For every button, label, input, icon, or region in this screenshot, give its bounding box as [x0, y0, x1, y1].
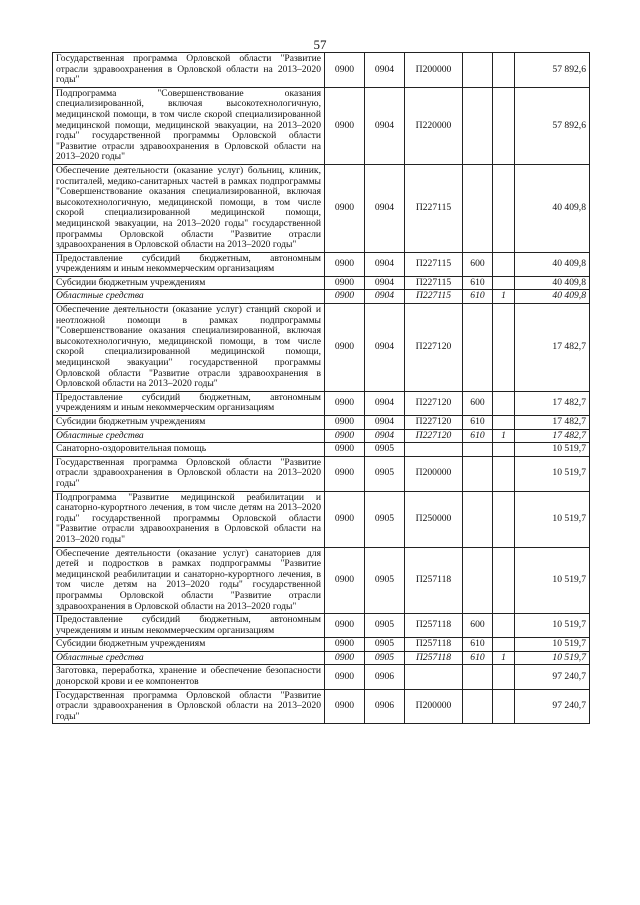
section-code-cell: 0900	[325, 665, 365, 689]
table-row	[53, 416, 590, 430]
funding-source-cell	[493, 276, 515, 290]
expense-name-cell: Субсидии бюджетным учреждениям	[53, 638, 325, 652]
funding-source-cell	[493, 689, 515, 724]
target-article-cell: П257118	[405, 638, 463, 652]
expense-type-cell: 610	[463, 290, 493, 304]
section-code-cell: 0900	[325, 416, 365, 430]
target-article-cell: П227120	[405, 416, 463, 430]
expense-type-cell	[463, 87, 493, 164]
funding-source-cell: 1	[493, 290, 515, 304]
section-code-cell: 0900	[325, 391, 365, 415]
table-row	[53, 304, 590, 392]
subsection-code-cell: 0905	[365, 638, 405, 652]
amount-cell: 10 519,7	[515, 443, 590, 457]
expense-type-cell	[463, 665, 493, 689]
amount-cell: 97 240,7	[515, 689, 590, 724]
amount-cell: 57 892,6	[515, 53, 590, 88]
expense-name-cell: Подпрограмма "Развитие медицинской реабилитации и санаторно-курортного лечения, в том числе детям на 2013–2020 годы" государственной программы Орловской области "Развитие отрасли здравоохранения в Орловской области на 2013–2020 годы"	[53, 491, 325, 547]
expense-type-cell: 600	[463, 252, 493, 276]
section-code-cell: 0900	[325, 164, 365, 252]
amount-cell: 10 519,7	[515, 614, 590, 638]
table-row	[53, 614, 590, 638]
table-row	[53, 87, 590, 164]
table-row	[53, 164, 590, 252]
section-code-cell: 0900	[325, 614, 365, 638]
subsection-code-cell: 0905	[365, 456, 405, 491]
target-article-cell: П257118	[405, 651, 463, 665]
target-article-cell: П220000	[405, 87, 463, 164]
expense-name-cell: Областные средства	[53, 651, 325, 665]
target-article-cell	[405, 443, 463, 457]
expense-name-cell: Заготовка, переработка, хранение и обеспечение безопасности донорской крови и ее компонентов	[53, 665, 325, 689]
expense-type-cell	[463, 491, 493, 547]
subsection-code-cell: 0904	[365, 391, 405, 415]
expense-name-cell: Субсидии бюджетным учреждениям	[53, 276, 325, 290]
expense-name-cell: Государственная программа Орловской области "Развитие отрасли здравоохранения в Орловской области на 2013–2020 годы"	[53, 456, 325, 491]
table-row	[53, 651, 590, 665]
table-row	[53, 456, 590, 491]
section-code-cell: 0900	[325, 252, 365, 276]
expense-name-cell: Предоставление субсидий бюджетным, автономным учреждениям и иным некоммерческим организациям	[53, 252, 325, 276]
page-number: 57	[313, 37, 327, 52]
section-code-cell: 0900	[325, 491, 365, 547]
funding-source-cell	[493, 391, 515, 415]
expense-name-cell: Государственная программа Орловской области "Развитие отрасли здравоохранения в Орловской области на 2013–2020 годы"	[53, 53, 325, 88]
subsection-code-cell: 0904	[365, 53, 405, 88]
section-code-cell: 0900	[325, 276, 365, 290]
amount-cell: 40 409,8	[515, 252, 590, 276]
target-article-cell: П227120	[405, 391, 463, 415]
amount-cell: 17 482,7	[515, 416, 590, 430]
expense-name-cell: Обеспечение деятельности (оказание услуг) больниц, клиник, госпиталей, медико-санитарных частей в рамках подпрограммы "Совершенствование оказания специализированной, включая высокотехнологичную, медицинской помощи, в том числе скорой специализированной медицинской помощи, медицинской эвакуации, на 2013–2020 годы" государственной программы Орловской области "Развитие отрасли здравоохранения в Орловской области на 2013–2020 годы"	[53, 164, 325, 252]
expense-name-cell: Областные средства	[53, 429, 325, 443]
table-row	[53, 276, 590, 290]
table-row	[53, 252, 590, 276]
table-row	[53, 429, 590, 443]
expense-name-cell: Обеспечение деятельности (оказание услуг) станций скорой и неотложной помощи в рамках подпрограммы "Совершенствование оказания специализированной, включая высокотехнологичную, медицинской помощи, в том числе скорой специализированной медицинской помощи, медицинской эвакуации" государственной программы Орловской области "Развитие отрасли здравоохранения в Орловской области на 2013–2020 годы"	[53, 304, 325, 392]
amount-cell: 10 519,7	[515, 456, 590, 491]
amount-cell: 40 409,8	[515, 164, 590, 252]
expense-type-cell: 610	[463, 429, 493, 443]
subsection-code-cell: 0905	[365, 443, 405, 457]
funding-source-cell	[493, 252, 515, 276]
expense-type-cell: 610	[463, 651, 493, 665]
table-row	[53, 638, 590, 652]
target-article-cell: П227120	[405, 429, 463, 443]
target-article-cell: П227115	[405, 290, 463, 304]
target-article-cell: П257118	[405, 547, 463, 614]
funding-source-cell	[493, 614, 515, 638]
subsection-code-cell: 0904	[365, 252, 405, 276]
subsection-code-cell: 0904	[365, 416, 405, 430]
table-row	[53, 665, 590, 689]
table-row	[53, 53, 590, 88]
funding-source-cell	[493, 443, 515, 457]
funding-source-cell	[493, 665, 515, 689]
expense-type-cell: 600	[463, 391, 493, 415]
expense-type-cell: 600	[463, 614, 493, 638]
expense-type-cell	[463, 164, 493, 252]
subsection-code-cell: 0905	[365, 547, 405, 614]
funding-source-cell	[493, 547, 515, 614]
expense-type-cell	[463, 547, 493, 614]
subsection-code-cell: 0905	[365, 491, 405, 547]
amount-cell: 97 240,7	[515, 665, 590, 689]
expense-name-cell: Предоставление субсидий бюджетным, автономным учреждениям и иным некоммерческим организациям	[53, 391, 325, 415]
section-code-cell: 0900	[325, 651, 365, 665]
funding-source-cell	[493, 416, 515, 430]
section-code-cell: 0900	[325, 429, 365, 443]
budget-table	[52, 52, 590, 724]
target-article-cell: П227115	[405, 164, 463, 252]
funding-source-cell: 1	[493, 429, 515, 443]
amount-cell: 40 409,8	[515, 290, 590, 304]
expense-name-cell: Субсидии бюджетным учреждениям	[53, 416, 325, 430]
expense-type-cell	[463, 456, 493, 491]
subsection-code-cell: 0905	[365, 651, 405, 665]
section-code-cell: 0900	[325, 638, 365, 652]
section-code-cell: 0900	[325, 304, 365, 392]
amount-cell: 57 892,6	[515, 87, 590, 164]
section-code-cell: 0900	[325, 443, 365, 457]
funding-source-cell	[493, 456, 515, 491]
section-code-cell: 0900	[325, 87, 365, 164]
subsection-code-cell: 0904	[365, 87, 405, 164]
target-article-cell: П227115	[405, 252, 463, 276]
section-code-cell: 0900	[325, 290, 365, 304]
subsection-code-cell: 0904	[365, 164, 405, 252]
subsection-code-cell: 0904	[365, 304, 405, 392]
table-row	[53, 290, 590, 304]
funding-source-cell	[493, 491, 515, 547]
subsection-code-cell: 0906	[365, 689, 405, 724]
target-article-cell	[405, 665, 463, 689]
subsection-code-cell: 0904	[365, 429, 405, 443]
expense-type-cell	[463, 689, 493, 724]
expense-type-cell	[463, 304, 493, 392]
section-code-cell: 0900	[325, 456, 365, 491]
expense-type-cell	[463, 53, 493, 88]
target-article-cell: П227115	[405, 276, 463, 290]
table-row	[53, 443, 590, 457]
expense-name-cell: Обеспечение деятельности (оказание услуг) санаториев для детей и подростков в рамках подпрограммы "Развитие медицинской реабилитации и санаторно-курортного лечения, в том числе детям на 2013–2020 годы" государственной программы Орловской области "Развитие отрасли здравоохранения в Орловской области на 2013–2020 годы"	[53, 547, 325, 614]
section-code-cell: 0900	[325, 53, 365, 88]
funding-source-cell	[493, 304, 515, 392]
amount-cell: 10 519,7	[515, 638, 590, 652]
subsection-code-cell: 0904	[365, 276, 405, 290]
funding-source-cell	[493, 164, 515, 252]
subsection-code-cell: 0906	[365, 665, 405, 689]
section-code-cell: 0900	[325, 689, 365, 724]
target-article-cell: П227120	[405, 304, 463, 392]
target-article-cell: П200000	[405, 689, 463, 724]
amount-cell: 10 519,7	[515, 547, 590, 614]
expense-name-cell: Областные средства	[53, 290, 325, 304]
target-article-cell: П250000	[405, 491, 463, 547]
amount-cell: 17 482,7	[515, 429, 590, 443]
subsection-code-cell: 0905	[365, 614, 405, 638]
expense-type-cell	[463, 443, 493, 457]
target-article-cell: П257118	[405, 614, 463, 638]
target-article-cell: П200000	[405, 53, 463, 88]
funding-source-cell	[493, 87, 515, 164]
table-body	[53, 53, 590, 724]
amount-cell: 40 409,8	[515, 276, 590, 290]
amount-cell: 10 519,7	[515, 651, 590, 665]
amount-cell: 10 519,7	[515, 491, 590, 547]
amount-cell: 17 482,7	[515, 304, 590, 392]
table-row	[53, 491, 590, 547]
expense-type-cell: 610	[463, 416, 493, 430]
amount-cell: 17 482,7	[515, 391, 590, 415]
expense-name-cell: Санаторно-оздоровительная помощь	[53, 443, 325, 457]
subsection-code-cell: 0904	[365, 290, 405, 304]
expense-name-cell: Предоставление субсидий бюджетным, автономным учреждениям и иным некоммерческим организациям	[53, 614, 325, 638]
expense-type-cell: 610	[463, 638, 493, 652]
expense-name-cell: Подпрограмма "Совершенствование оказания специализированной, включая высокотехнологичную, медицинской помощи, в том числе скорой специализированной медицинской помощи, медицинской эвакуации, на 2013–2020 годы" государственной программы Орловской области "Развитие отрасли здравоохранения в Орловской области на 2013–2020 годы"	[53, 87, 325, 164]
funding-source-cell	[493, 53, 515, 88]
table-row	[53, 547, 590, 614]
target-article-cell: П200000	[405, 456, 463, 491]
expense-type-cell: 610	[463, 276, 493, 290]
table-row	[53, 689, 590, 724]
table-row	[53, 391, 590, 415]
section-code-cell: 0900	[325, 547, 365, 614]
expense-name-cell: Государственная программа Орловской области "Развитие отрасли здравоохранения в Орловской области на 2013–2020 годы"	[53, 689, 325, 724]
funding-source-cell	[493, 638, 515, 652]
funding-source-cell: 1	[493, 651, 515, 665]
